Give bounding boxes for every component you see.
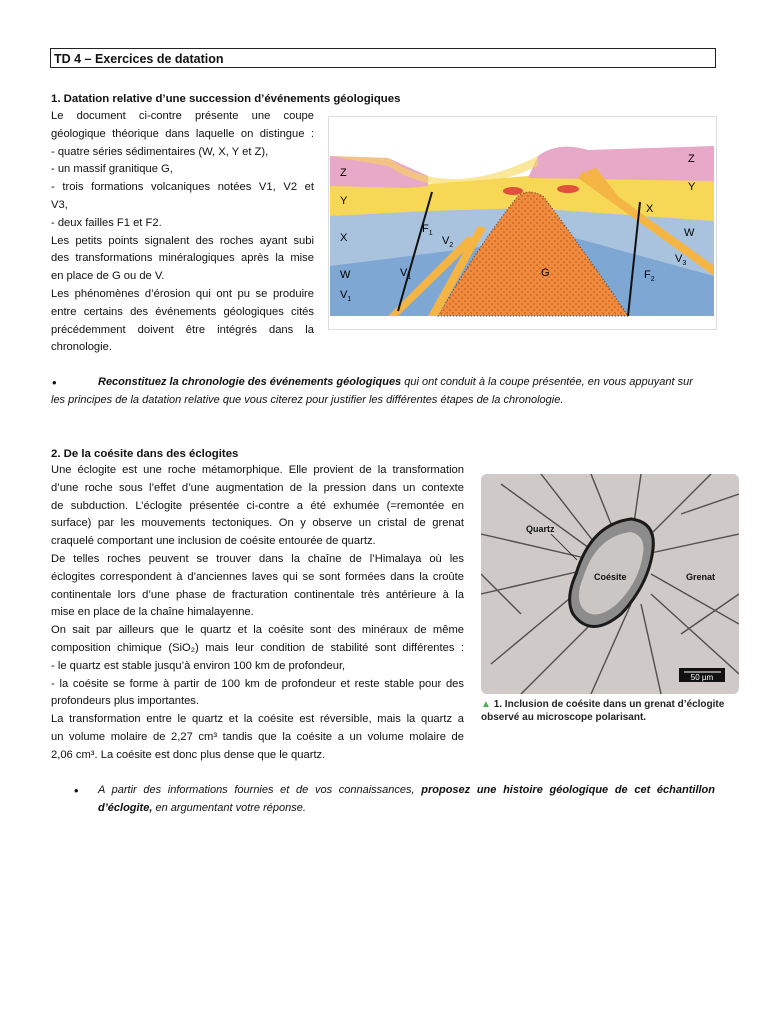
- s1-line: précédemment doivent être intégrés dans la: [51, 323, 314, 336]
- s2-line: un volume molaire de 2,27 cm³ tandis que la coésite a un volume molaire de: [51, 730, 464, 743]
- s1-line: des transformations minéralogiques après la mise: [51, 252, 314, 265]
- s2-line: de subduction. L’éclogite présentée ci-contre a été exhumée (=remontée en: [51, 499, 464, 512]
- bullet: •: [74, 783, 79, 798]
- label-z-right: Z: [688, 153, 695, 165]
- section1-task-line1: [98, 374, 718, 392]
- geological-cross-section: [328, 116, 717, 330]
- s1-line: Les phénomènes d’érosion qui ont pu se produire: [51, 287, 314, 300]
- label-grenat: Grenat: [686, 572, 716, 582]
- s1-line: - deux failles F1 et F2.: [51, 216, 162, 229]
- label-v3: $V_3$: [675, 253, 687, 267]
- s2-line: continentale lors d’une phase de fracturation continentale très antérieure à la: [51, 588, 464, 601]
- s1-line: en place de G ou de V.: [51, 270, 165, 283]
- s1-line: - quatre séries sédimentaires (W, X, Y et Z),: [51, 145, 269, 158]
- label-y-left: Y: [340, 195, 348, 207]
- label-f2: $F_2$: [644, 269, 655, 283]
- s2-line: surface) par les mouvements tectoniques. On y observe un cristal de grenat: [51, 517, 464, 530]
- s1-line: Les petits points signalent des roches ayant subi: [51, 234, 314, 247]
- label-v2: $V_2$: [442, 235, 454, 249]
- caption-triangle-icon: ▲: [481, 699, 491, 710]
- caption-line1: 1. Inclusion de coésite dans un grenat d’éclogite: [493, 699, 725, 710]
- s2-line: Une éclogite est une roche métamorphique. Elle provient de la transformation: [51, 464, 464, 476]
- s2-line: éclogites correspondent à d’anciennes laves qui se sont formées dans la croûte: [51, 570, 464, 583]
- label-quartz: Quartz: [526, 524, 555, 534]
- section1-task-line2: les principes de la datation relative que vous citerez pour justifier les différentes étapes de la chronologie.: [51, 394, 564, 406]
- task2-pre: A partir des informations fournies et de vos connaissances,: [98, 784, 422, 796]
- s1-line: chronologie.: [51, 341, 112, 354]
- label-x-right: X: [646, 203, 654, 215]
- section1-heading: 1. Datation relative d’une succession d’événements géologiques: [51, 93, 401, 105]
- label-z-left: Z: [340, 167, 347, 179]
- section2-task-line2: [98, 800, 715, 818]
- bullet: •: [52, 375, 57, 390]
- label-y-right: Y: [688, 181, 696, 193]
- s2-line: mise en place de la chaîne himalayenne.: [51, 606, 254, 619]
- task1-rest: qui ont conduit à la coupe présentée, en vous appuyant sur: [401, 376, 693, 388]
- s2-line: profondeurs plus importantes.: [51, 695, 200, 708]
- s2-line: De telles roches peuvent se trouver dans la chaîne de l’Himalaya où les: [51, 552, 464, 565]
- s1-line: - trois formations volcaniques notées V1, V2 et: [51, 181, 314, 194]
- section2-heading: 2. De la coésite dans des éclogites: [51, 448, 239, 460]
- task2-rest: en argumentant votre réponse.: [152, 802, 306, 814]
- label-v1-left: $V_1$: [340, 289, 352, 303]
- section1-text: [51, 108, 314, 357]
- s2-line: - la coésite se forme à partir de 100 km de profondeur et reste stable pour des: [51, 677, 464, 690]
- scale-bar-label: 50 µm: [690, 673, 714, 682]
- label-x-left: X: [340, 232, 348, 244]
- s1-line: - un massif granitique G,: [51, 163, 173, 176]
- s2-line: - le quartz est stable jusqu’à environ 100 km de profondeur,: [51, 659, 346, 672]
- section2-task-line1: [98, 782, 715, 800]
- task2-bold: proposez une histoire géologique de cet échantillon: [421, 784, 715, 796]
- s1-line: V3,: [51, 198, 68, 211]
- page-title: TD 4 – Exercices de datation: [50, 48, 716, 68]
- task1-bold: Reconstituez la chronologie des événements géologiques: [98, 376, 402, 388]
- s1-line: Le document ci-contre présente une coupe: [51, 110, 314, 122]
- label-w-right: W: [684, 227, 695, 239]
- caption-line2: observé au microscope polarisant.: [481, 712, 647, 723]
- eclogite-micrograph: [481, 474, 739, 694]
- s2-line: On sait par ailleurs que le quartz et la coésite sont des minéraux de même: [51, 624, 464, 637]
- s2-line: craquelé comportant une inclusion de coésite entourée de quartz.: [51, 535, 376, 548]
- s2-line: La transformation entre le quartz et la coésite est réversible, mais la quartz a: [51, 713, 464, 726]
- s2-line: d’une roche sous l’effet d’une augmentation de la pression dans un contexte: [51, 481, 464, 494]
- label-f1: $F_1$: [422, 223, 433, 237]
- s2-line: 2,06 cm³. La coésite est donc plus dense que le quartz.: [51, 748, 326, 761]
- figure-caption: [481, 698, 751, 724]
- label-coesite: Coésite: [594, 572, 627, 582]
- task2-bold2: d’éclogite,: [98, 802, 153, 814]
- s1-line: entre certains des événements géologiques cités: [51, 305, 314, 318]
- s1-line: géologique théorique dans laquelle on distingue :: [51, 127, 314, 140]
- label-w-left: W: [340, 269, 351, 281]
- s2-line: composition chimique (SiO₂) mais leur condition de stabilité sont différentes :: [51, 641, 464, 654]
- label-g: G: [541, 267, 550, 279]
- section2-text: [51, 462, 464, 765]
- label-v1: $V_1$: [400, 267, 412, 281]
